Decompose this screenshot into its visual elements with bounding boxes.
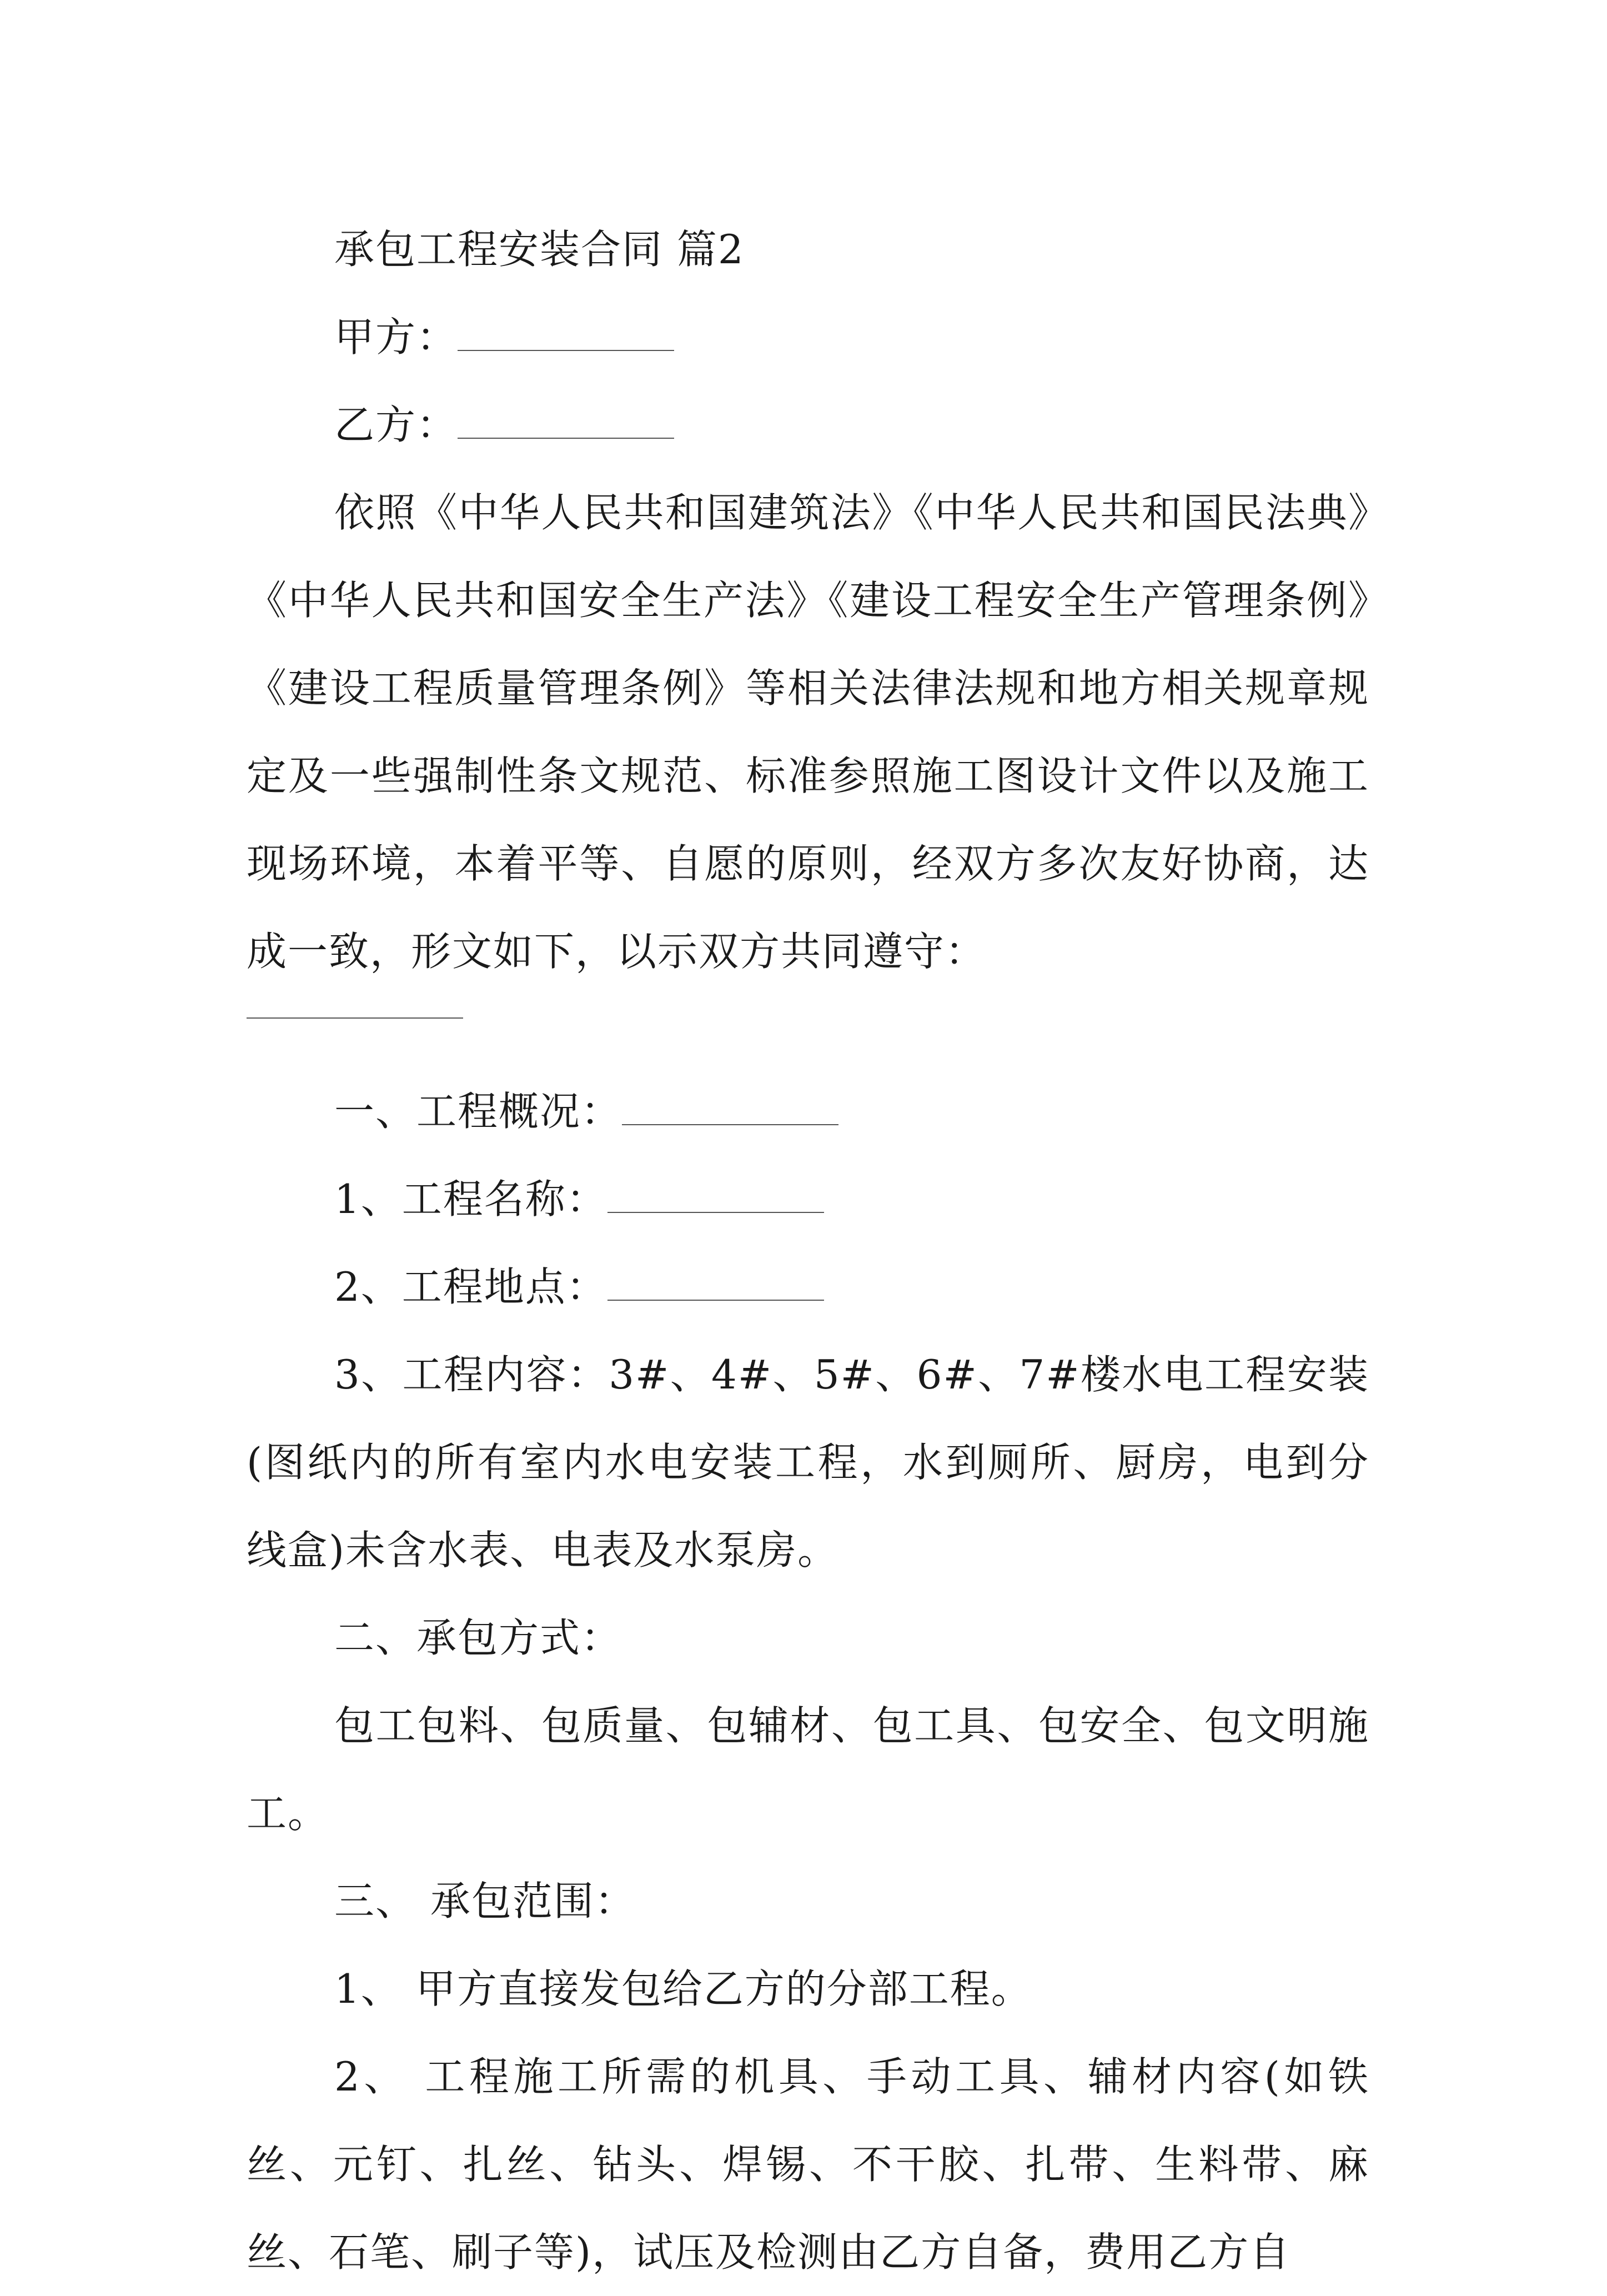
section2-heading-text: 二、承包方式：	[334, 1615, 622, 1661]
party-a-label: 甲方：	[334, 314, 458, 360]
party-a-blank	[458, 317, 674, 351]
document-body	[247, 205, 1369, 2296]
party-b-label: 乙方：	[334, 402, 458, 448]
document-title	[247, 205, 1369, 293]
item1-blank	[607, 1179, 824, 1213]
item1-line	[247, 1155, 1369, 1243]
section1-heading: 一、工程概况：	[334, 1088, 622, 1135]
item2-blank	[607, 1266, 824, 1301]
scope-item1	[247, 1945, 1369, 2033]
section3-heading	[247, 1857, 1369, 1945]
item3-paragraph: 3、工程内容：3#、4#、5#、6#、7#楼水电工程安装(图纸内的所有室内水电安装工程，水到厕所、厨房，电到分线盒)未含水表、电表及水泵房。	[247, 1351, 1369, 1573]
scope-item2-paragraph: 2、 工程施工所需的机具、手动工具、辅材内容(如铁丝、元钉、扎丝、钻头、焊锡、不干胶、扎带、生料带、麻丝、石笔、刷子等)，试压及检测由乙方自备，费用乙方自	[247, 2053, 1369, 2275]
party-b-line	[247, 381, 1369, 469]
section2-heading	[247, 1594, 1369, 1682]
title-text: 承包工程安装合同 篇2	[334, 226, 745, 273]
blank-rule	[247, 1017, 463, 1019]
scope-item1-text: 1、 甲方直接发包给乙方的分部工程。	[334, 1966, 1032, 2012]
party-a-line	[247, 293, 1369, 381]
section1-blank	[622, 1091, 838, 1125]
intro-paragraph: 依照《中华人民共和国建筑法》《中华人民共和国民法典》《中华人民共和国安全生产法》《建设工程安全生产管理条例》《建设工程质量管理条例》等相关法律法规和地方相关规章规定及一些强制性条文规范、标准参照施工图设计文件以及施工现场环境，本着平等、自愿的原则，经双方多次友好协商，达成一致，形文如下，以示双方共同遵守：	[247, 489, 1369, 975]
item1-label: 1、工程名称：	[334, 1176, 607, 1222]
section1-heading-line	[247, 1067, 1369, 1155]
item2-line	[247, 1243, 1369, 1331]
section2-paragraph: 包工包料、包质量、包辅材、包工具、包安全、包文明施工。	[247, 1702, 1369, 1837]
standalone-blank-line	[247, 995, 1369, 1067]
section3-heading-text: 三、 承包范围：	[334, 1878, 636, 1924]
party-b-blank	[458, 404, 674, 439]
item2-label: 2、工程地点：	[334, 1264, 607, 1310]
